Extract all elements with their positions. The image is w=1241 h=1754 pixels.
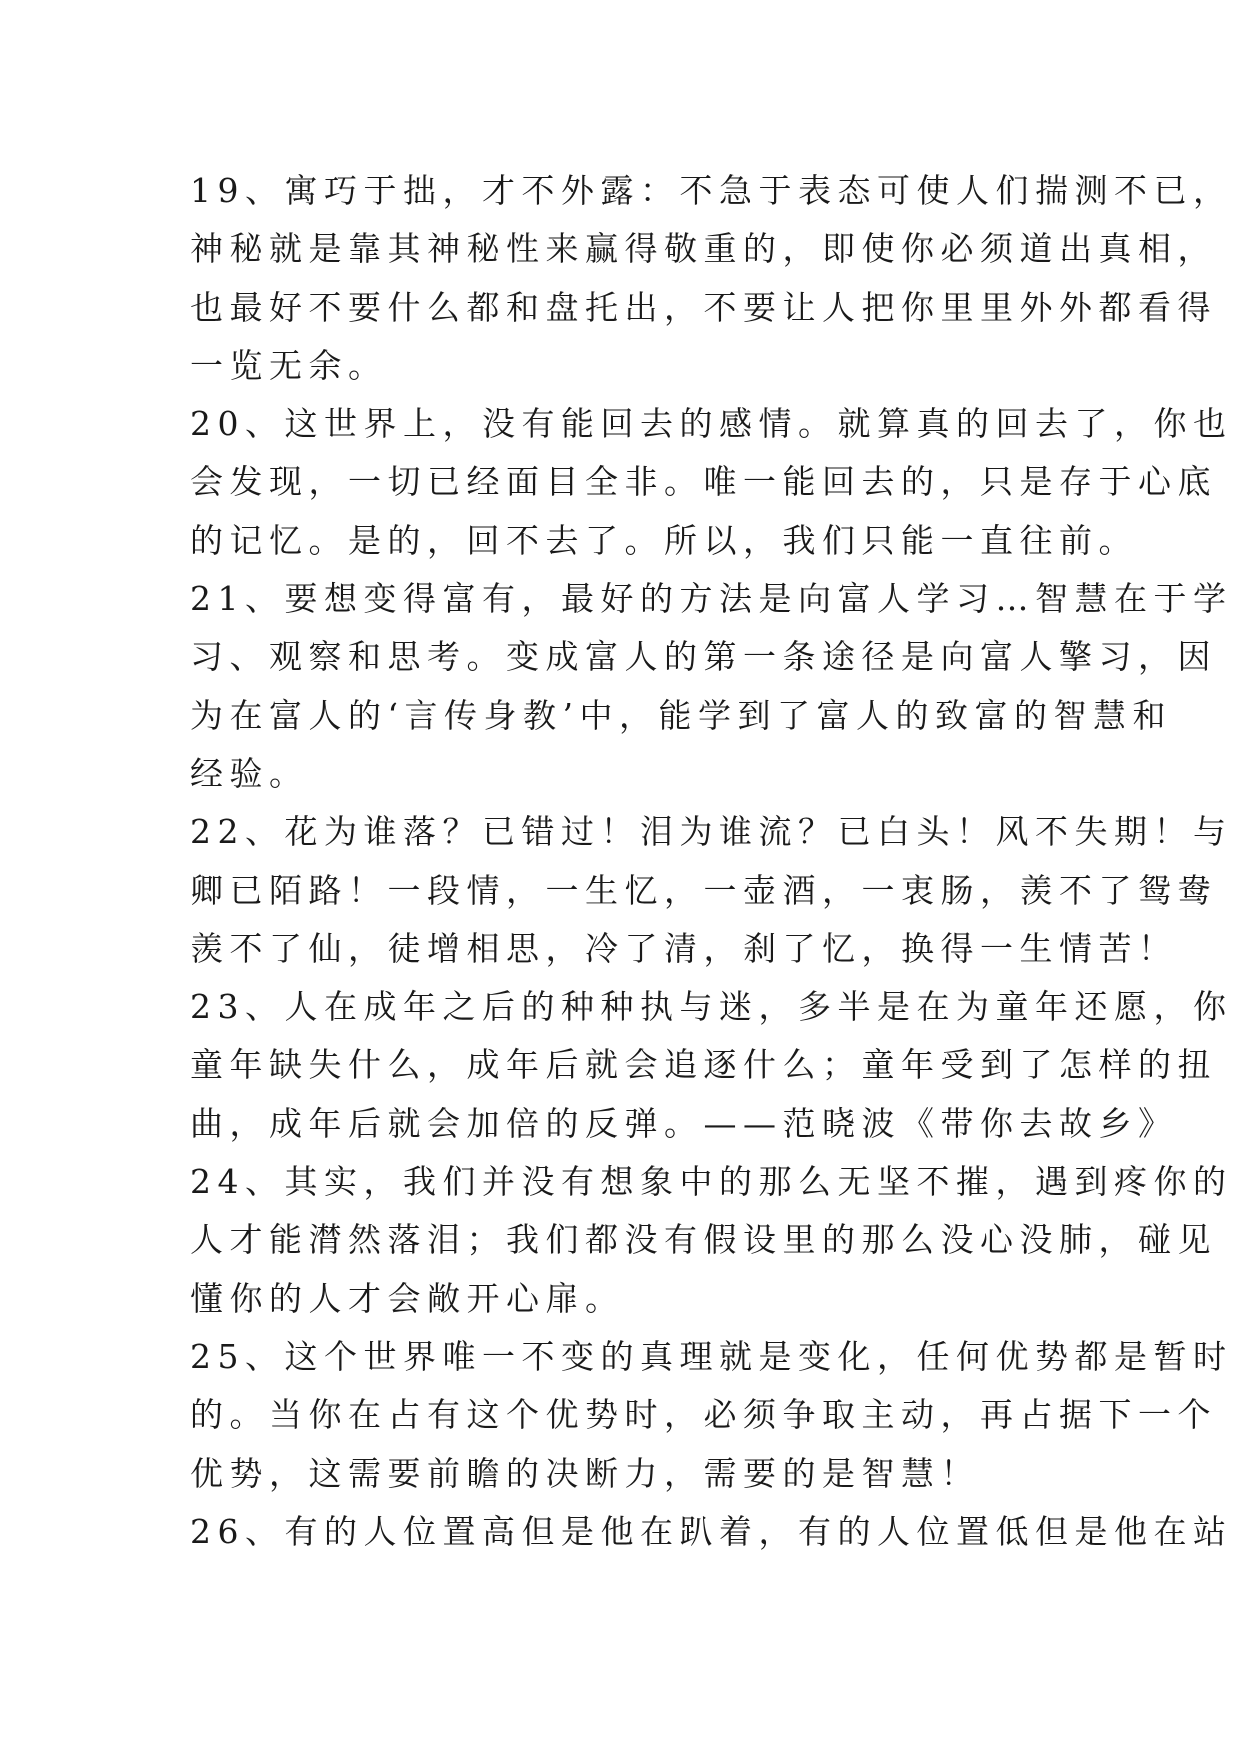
text-line: 人才能潸然落泪；我们都没有假设里的那么没心没肺，碰见 xyxy=(190,1220,1217,1260)
text-line: 25、这个世界唯一不变的真理就是变化，任何优势都是暂时 xyxy=(190,1336,1233,1376)
text-line: 经验。 xyxy=(190,753,309,793)
text-line: 19、寓巧于拙，才不外露：不急于表态可使人们揣测不已， xyxy=(190,171,1233,210)
text-line: 优势，这需要前瞻的决断力，需要的是智慧！ xyxy=(190,1453,980,1493)
text-line: 为在富人的‘言传身教’中，能学到了富人的致富的智慧和 xyxy=(190,695,1172,735)
text-line: 24、其实，我们并没有想象中的那么无坚不摧，遇到疼你的 xyxy=(190,1162,1233,1202)
text-line: 26、有的人位置高但是他在趴着，有的人位置低但是他在站 xyxy=(190,1511,1233,1551)
text-line: 23、人在成年之后的种种执与迷，多半是在为童年还愿，你 xyxy=(190,987,1233,1027)
text-line: 也最好不要什么都和盘托出，不要让人把你里里外外都看得 xyxy=(190,287,1217,327)
text-line: 21、要想变得富有，最好的方法是向富人学习…智慧在于学 xyxy=(190,579,1233,619)
text-line: 习、观察和思考。变成富人的第一条途径是向富人擎习，因 xyxy=(190,637,1217,677)
text-line: 的。当你在占有这个优势时，必须争取主动，再占据下一个 xyxy=(190,1395,1217,1435)
text-line: 童年缺失什么，成年后就会追逐什么；童年受到了怎样的扭 xyxy=(190,1045,1217,1085)
text-line: 曲，成年后就会加倍的反弹。——范晓波《带你去故乡》 xyxy=(190,1103,1178,1143)
text-line: 懂你的人才会敞开心扉。 xyxy=(190,1278,625,1318)
text-line: 22、花为谁落？已错过！泪为谁流？已白头！风不失期！与 xyxy=(190,812,1233,852)
document-body xyxy=(190,162,1233,1561)
text-line: 会发现，一切已经面目全非。唯一能回去的，只是存于心底 xyxy=(190,462,1217,502)
text-line: 羡不了仙，徒增相思，冷了清，刹了忆，换得一生情苦！ xyxy=(190,928,1178,968)
text-line: 一览无余。 xyxy=(190,345,388,385)
text-line: 20、这世界上，没有能回去的感情。就算真的回去了，你也 xyxy=(190,404,1233,444)
text-line: 的记忆。是的，回不去了。所以，我们只能一直往前。 xyxy=(190,520,1138,560)
text-line: 卿已陌路！一段情，一生忆，一壶酒，一衷肠，羡不了鸳鸯 xyxy=(190,870,1217,910)
text-line: 神秘就是靠其神秘性来赢得敬重的，即使你必须道出真相， xyxy=(190,229,1217,269)
